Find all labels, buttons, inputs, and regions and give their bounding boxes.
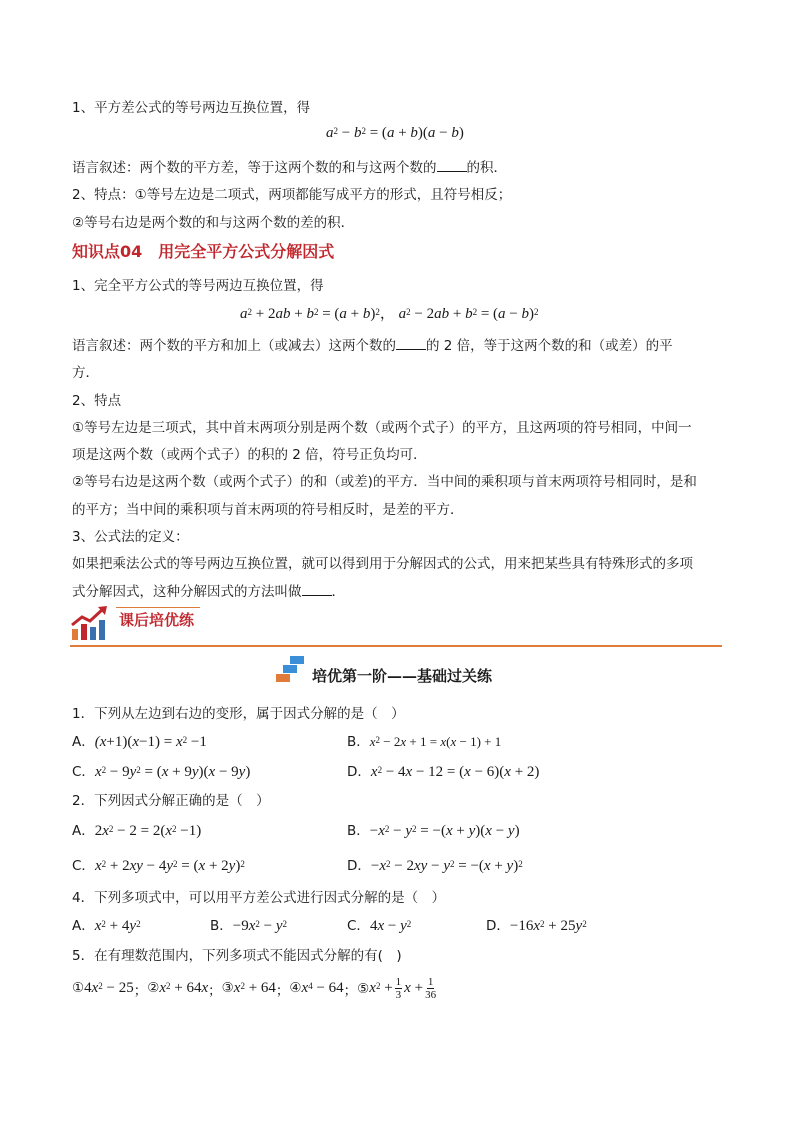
p1-description: 语言叙述：两个数的平方差，等于这两个数的和与这两个数的 的积． — [72, 160, 507, 176]
q1-option-d: D．$x^2 - 4x - 12 = (x - 6)(x + 2)$ — [347, 764, 540, 780]
p2-feature1a: ①等号左边是三项式，其中首末两项分别是两个数（或两个式子）的平方，且这两项的符号相同，中间一 — [72, 420, 692, 436]
p2-def-a: 如果把乘法公式的等号两边互换位置，就可以得到用于分解因式的公式，用来把某些具有特殊形式的多项 — [72, 556, 693, 572]
kp04-title: 知识点04 用完全平方公式分解因式 — [72, 242, 335, 261]
p2-def-title: 3、公式法的定义： — [72, 529, 189, 545]
p2-feature1b: 项是这两个数（或两个式子）的积的 2 倍，符号正负均可． — [72, 447, 427, 463]
q4-stem: 4．下列多项式中，可以用平方差公式进行因式分解的是（ ） — [72, 890, 446, 906]
q1-option-a: A．$(x+1)(x-1) = x^2 -1$ — [72, 734, 207, 750]
p1-feature2: ②等号右边是两个数的和与这两个数的差的积． — [72, 215, 355, 231]
q5-items: $①4x^2 - 25$ ； $②x^2 + 64x$ ； $③x^2 + 64$ ； $④x^4 - 64$ ； ⑤ $x^2$ + $\frac{1}{3}$ x + $\frac{1}{36}$ — [72, 976, 437, 1001]
answer-blank — [302, 583, 332, 596]
answer-blank — [437, 159, 467, 172]
q5-item-2: $②x^2 + 64x$ — [147, 980, 209, 996]
fraction-one-thirty-sixth: $\frac{1}{36}$ — [425, 976, 437, 1001]
q5-item-4: $④x^4 - 64$ — [289, 980, 344, 996]
p2-feature-title: 2、特点 — [72, 393, 122, 409]
q4-option-b: B．$-9x^2 - y^2$ — [210, 918, 288, 934]
q2-option-a: A．$2x^2 - 2 = 2(x^2 -1)$ — [72, 823, 202, 839]
p2-feature2b: 的平方；当中间的乘积项与首末两项的符号相反时，是差的平方． — [72, 502, 464, 518]
p2-line1: 1、完全平方公式的等号两边互换位置，得 — [72, 278, 324, 294]
q4-option-d: D．$-16x^2 + 25y^2$ — [486, 918, 587, 934]
p1-line1: 1、平方差公式的等号两边互换位置，得 — [72, 100, 311, 116]
q2-option-c: C．$x^2 + 2xy - 4y^2 = (x + 2y)^2$ — [72, 858, 245, 874]
q1-option-c: C．$x^2 - 9y^2 = (x + 9y)(x - 9y)$ — [72, 764, 251, 780]
answer-blank — [396, 337, 426, 350]
section-title: 培优第一阶——基础过关练 — [312, 667, 493, 685]
q5-item-5: ⑤ $x^2$ + $\frac{1}{3}$ x + $\frac{1}{36}$ — [357, 976, 437, 1001]
q4-option-a: A．$x^2 + 4y^2$ — [72, 918, 141, 934]
q2-option-b: B．$-x^2 - y^2 = -(x + y)(x - y)$ — [347, 823, 520, 839]
q1-stem: 1．下列从左边到右边的变形，属于因式分解的是（ ） — [72, 706, 405, 722]
q2-option-d: D．$-x^2 - 2xy - y^2 = -(x + y)^2$ — [347, 858, 523, 874]
formula-perfect-squares: $a^2 + 2ab + b^2 = (a + b)^2$， $a^2 - 2ab + b^2 = (a - b)^2$ — [240, 306, 539, 322]
q2-stem: 2．下列因式分解正确的是（ ） — [72, 793, 270, 809]
formula-diff-squares: $a^2 - b^2 = (a + b)(a - b)$ — [326, 125, 464, 141]
steps-icon — [276, 656, 306, 682]
q5-item-1: $①4x^2 - 25$ — [72, 980, 134, 996]
p2-feature2a: ②等号右边是这两个数（或两个式子）的和（或差)的平方．当中间的乘积项与首末两项符号相同时，是和 — [72, 474, 697, 490]
p1-feature1: 2、特点：①等号左边是二项式，两项都能写成平方的形式，且符号相反； — [72, 187, 512, 203]
p2-description-end: 方． — [72, 365, 99, 381]
banner-divider — [70, 645, 722, 647]
banner-top-rule — [116, 607, 200, 608]
q5-stem: 5．在有理数范围内，下列多项式不能因式分解的有( ) — [72, 948, 402, 964]
p2-description: 语言叙述：两个数的平方和加上（或减去）这两个数的 的 2 倍，等于这两个数的和（或差）的平 — [72, 338, 673, 354]
q1-option-b: B．$x^2 - 2x + 1 = x(x - 1) + 1$ — [347, 734, 502, 750]
fraction-one-third: $\frac{1}{3}$ — [395, 976, 402, 1001]
chart-growth-icon — [70, 605, 110, 641]
q4-option-c: C．$4x - y^2$ — [347, 918, 412, 934]
banner-label: 课后培优练 — [119, 611, 195, 629]
p2-def-b: 式分解因式，这种分解因式的方法叫做 ． — [72, 584, 345, 600]
q5-item-3: $③x^2 + 64$ — [221, 980, 276, 996]
